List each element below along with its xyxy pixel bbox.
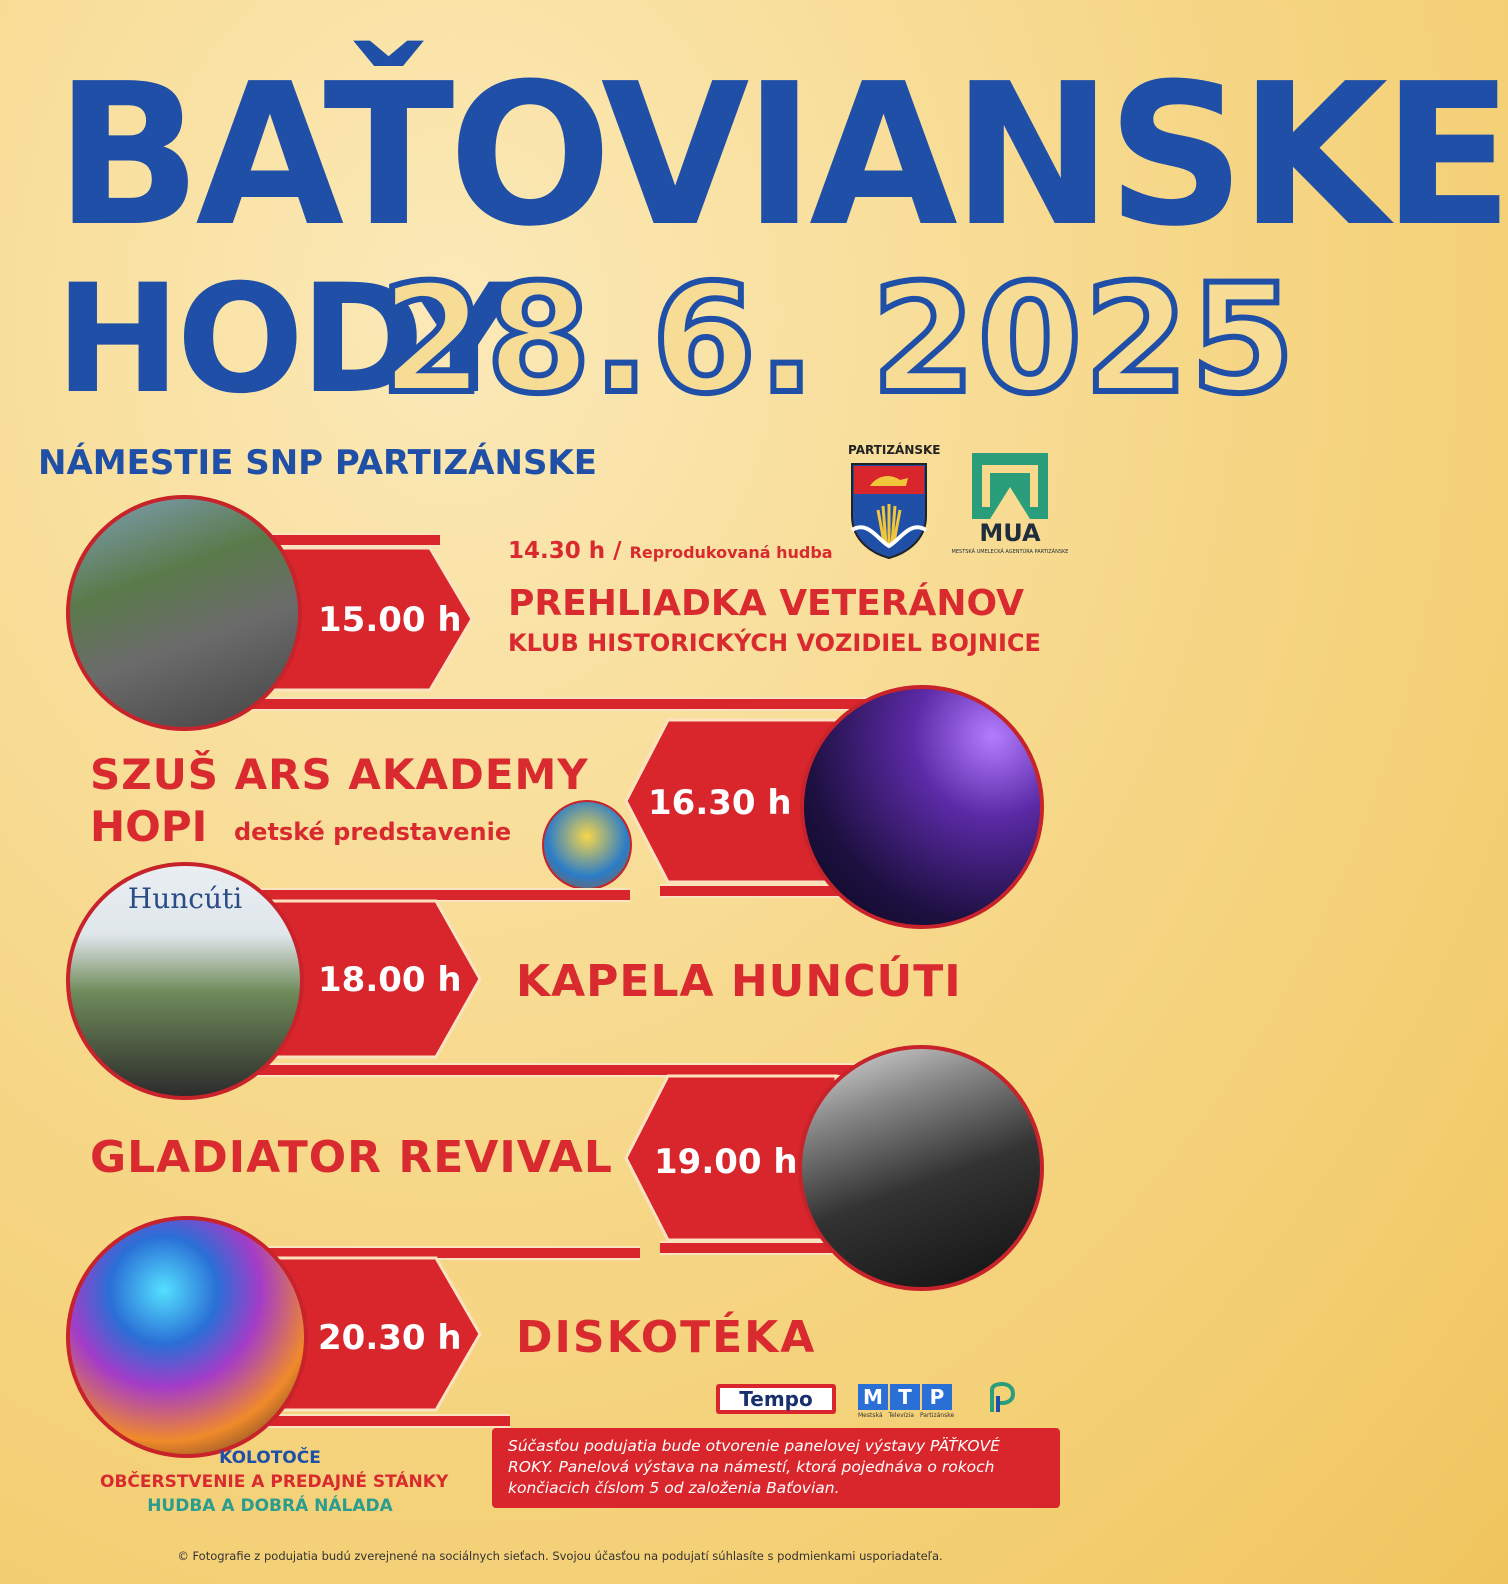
- title-1: PREHLIADKA VETERÁNOV: [508, 583, 1025, 624]
- band-row1-bottom: [160, 697, 870, 711]
- mtp-letter-p: P: [922, 1384, 952, 1410]
- tempo-text: Tempo: [720, 1388, 832, 1410]
- tempo-logo: [716, 1384, 836, 1414]
- mtp-sub-1: Mestská: [858, 1412, 883, 1419]
- intro-time: 14.30 h / Reprodukovaná hudba: [508, 538, 833, 564]
- title-line-1: BAŤOVIANSKE: [55, 42, 1508, 270]
- city-label: PARTIZÁNSKE: [848, 443, 941, 457]
- mtp-logo: [858, 1384, 952, 1410]
- photo-veterans: [66, 495, 302, 731]
- note-2: detské predstavenie: [234, 818, 512, 846]
- time-3: 18.00 h: [318, 960, 462, 1000]
- time-2: 16.30 h: [648, 783, 792, 823]
- photo-dance: [800, 685, 1044, 929]
- photo-disco: [66, 1216, 308, 1458]
- exhibition-notice: Súčasťou podujatia bude otvorenie panelovej výstavy PÄŤKOVÉ ROKY. Panelová výstava na námestí, ktorá pojednáva o rokoch končiacich číslom 5 od založenia Baťovian.: [492, 1428, 1060, 1508]
- title-4: GLADIATOR REVIVAL: [90, 1132, 613, 1183]
- coat-of-arms-icon: [848, 460, 930, 560]
- footer-note: © Fotografie z podujatia budú zverejnené na sociálnych sieťach. Svojou účasťou na podujatí súhlasíte s podmienkami usporiadateľa.: [177, 1549, 943, 1563]
- p-logo-icon: [986, 1382, 1016, 1414]
- mtp-letter-m: M: [858, 1384, 888, 1410]
- title-5: DISKOTÉKA: [516, 1312, 817, 1363]
- mtp-sub: [858, 1412, 954, 1419]
- event-date: 28.6. 2025: [380, 253, 1297, 427]
- extra-line-2: OBČERSTVENIE A PREDAJNÉ STÁNKY: [100, 1472, 449, 1492]
- huncuti-logo: Huncúti: [127, 882, 243, 915]
- mua-subtitle: MESTSKÁ UMELECKÁ AGENTÚRA PARTIZÁNSKE: [951, 549, 1069, 555]
- time-4: 19.00 h: [654, 1142, 798, 1182]
- photo-gladiator: [798, 1045, 1044, 1291]
- time-1: 15.00 h: [318, 600, 462, 640]
- photo-huncuti: [66, 862, 304, 1100]
- extra-line-3: HUDBA A DOBRÁ NÁLADA: [147, 1496, 393, 1516]
- title-3: KAPELA HUNCÚTI: [516, 956, 962, 1007]
- mua-text: MUA: [979, 519, 1041, 547]
- subtitle-1: KLUB HISTORICKÝCH VOZIDIEL BOJNICE: [508, 629, 1041, 657]
- venue: NÁMESTIE SNP PARTIZÁNSKE: [38, 443, 598, 483]
- mtp-letter-t: T: [890, 1384, 920, 1410]
- mtp-sub-3: Partizánske: [919, 1412, 955, 1419]
- time-5: 20.30 h: [318, 1318, 462, 1358]
- photo-hopi: [542, 800, 632, 890]
- subtitle-2: HOPI: [90, 802, 208, 851]
- extra-line-1: KOLOTOČE: [219, 1448, 321, 1468]
- title-2: SZUŠ ARS AKADEMY: [90, 750, 589, 799]
- mtp-sub-2: Televízia: [888, 1412, 914, 1419]
- mua-logo-icon: [951, 449, 1069, 559]
- title-line-2: HODY: [55, 253, 515, 427]
